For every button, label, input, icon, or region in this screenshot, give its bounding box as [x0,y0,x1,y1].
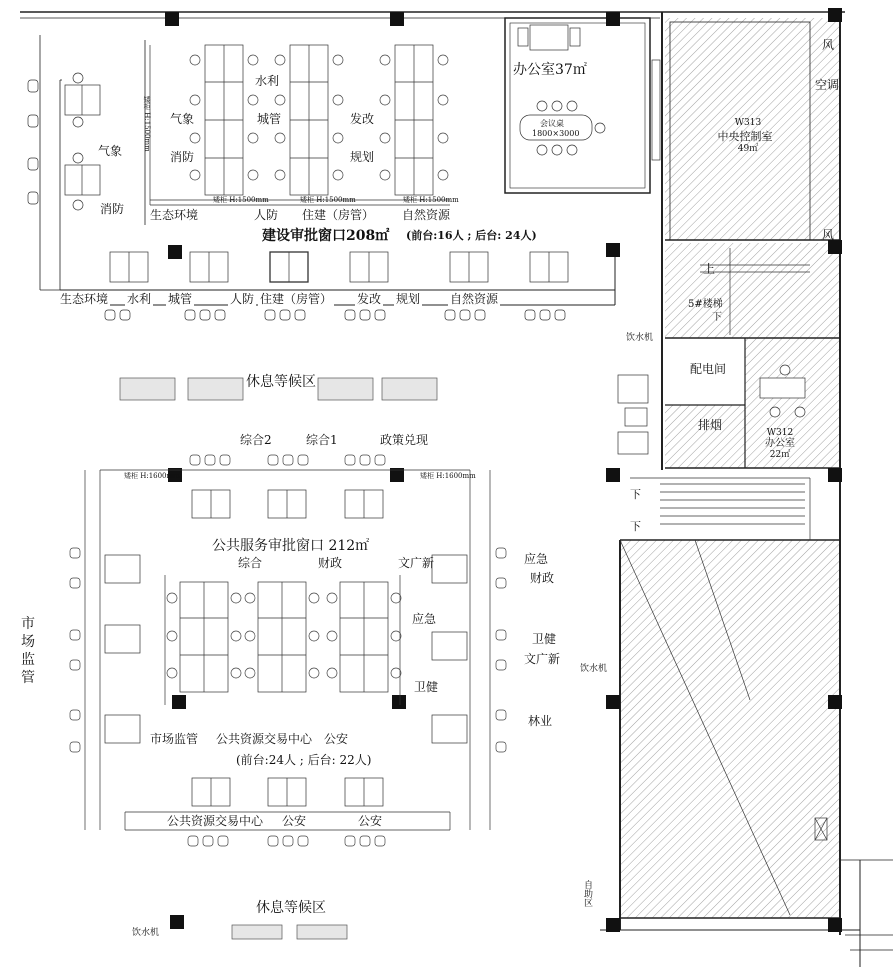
public-counts: (前台:24人 ; 后台: 22人) [236,753,372,767]
stair-5-label: 5#楼梯 [688,299,723,310]
desk-chengguan: 城管 [257,112,282,126]
side-yingji: 应急 [524,552,549,566]
desk-gongan: 公安 [324,732,349,746]
public-service-area [85,470,490,830]
desk-xiaofang: 消防 [170,150,195,164]
cabinet-note-4: 矮柜 H:1500mm [403,196,459,204]
stair-up-label: 上 [703,262,716,276]
desk-shengtai: 生态环境 [150,208,199,222]
office-37-furniture [518,25,660,160]
kongtiao-label: 空调 [815,78,840,92]
desk-shuili: 水利 [255,74,280,88]
counter-label-3: 人防 [230,292,255,306]
rest-area-label-1: 休息等候区 [246,374,316,390]
desk-zonghe2: 综合2 [240,433,272,447]
cabinet-note-6: 矮柜 H:1600mm [420,472,476,480]
paiyan-hatch [665,405,745,468]
cabinet-note-3: 矮柜 H:1500mm [300,196,356,204]
desk-caizheng: 财政 [318,556,343,570]
public-title: 公共服务审批窗口 212㎡ [212,538,370,554]
w312-code: W312 [766,428,794,438]
counter-label-5: 发改 [357,292,382,306]
desk-wenguangxin-1: 文广新 [398,556,435,570]
desk-yingji: 应急 [412,612,437,626]
side-weijian: 卫健 [532,632,557,646]
meeting-table-label: 会议桌 [540,119,564,128]
desk-guihua: 规划 [350,150,375,164]
water-dispenser-2: 饮水机 [580,664,608,674]
desk-ziran: 自然资源 [402,208,451,222]
desk-zonghe1: 综合1 [306,433,338,447]
cabinet-note-5: 矮柜 H:1600mm [124,472,180,480]
rest-benches-2 [232,925,347,939]
desk-weijian: 卫健 [414,680,439,694]
public-chairs [70,455,506,846]
construction-counter-stations [105,252,568,320]
desk-shichang: 市场监管 [150,732,199,746]
side-wenguangxin-2: 文广新 [524,652,561,666]
side-caizheng: 财政 [530,571,555,585]
w313-name: 中央控制室 [717,130,773,143]
counter-label-7: 自然资源 [450,292,499,306]
desk-renfang: 人防 [254,208,279,222]
feng-top-label: 风 [822,38,835,52]
w313-code: W313 [734,118,762,128]
office-37-label: 办公室37㎡ [513,62,587,78]
stair-down-label: 下 [712,312,722,323]
counter-label-0: 生态环境 [60,292,109,306]
counter-label-6: 规划 [396,292,421,306]
market-char-2: 场 [21,634,35,650]
public-counter-0: 公共资源交易中心 [167,814,264,828]
stair-down-2: 下 [630,488,641,501]
meeting-table-size: 1800×3000 [532,129,580,138]
w312-name: 办公室 [765,438,795,449]
desk-zonghe: 综合 [238,556,263,570]
desk-zhengce: 政策兑现 [380,433,429,447]
market-char-1: 市 [21,616,35,632]
desk-gonggong: 公共资源交易中心 [216,732,313,746]
lower-room-hatch [620,540,840,918]
side-qixiang: 气象 [98,144,123,158]
zizhu-label: 自助区 [582,880,592,907]
public-counter-2: 公安 [358,814,383,828]
w312-area: 22㎡ [769,450,791,460]
desk-qixiang: 气象 [170,112,195,126]
side-linye: 林业 [528,714,553,728]
cabinet-note-1: 矮柜 H:1500mm [143,96,151,152]
stair-down-3: 下 [630,520,641,533]
stair-hatch [665,243,840,338]
central-control-hatch [665,18,840,240]
water-dispenser-1: 饮水机 [626,333,654,343]
counter-label-2: 城管 [168,292,193,306]
rest-area-label-2: 休息等候区 [256,900,326,916]
desk-fagai: 发改 [350,112,375,126]
side-xiaofang: 消防 [100,202,125,216]
construction-chairs [190,55,448,180]
water-dispenser-3: 饮水机 [132,928,160,938]
cabinet-note-2: 矮柜 H:1500mm [213,196,269,204]
paiyan-label: 排烟 [698,418,723,432]
public-counter-1: 公安 [282,814,307,828]
feng-mid-label: 风 [822,228,835,242]
counter-label-4: 住建（房管） [260,292,333,306]
desk-zhujian: 住建（房管） [302,208,375,222]
market-char-4: 管 [21,670,35,686]
counter-label-1: 水利 [127,292,152,306]
market-char-3: 监 [21,652,35,668]
side-stations [28,73,100,210]
peidian-label: 配电间 [690,362,727,376]
w313-area: 49㎡ [737,144,759,154]
construction-counts: (前台:16人 ; 后台: 24人) [406,229,537,242]
market-vertical-label [18,615,38,687]
construction-title: 建设审批窗口208㎡ [262,228,390,244]
